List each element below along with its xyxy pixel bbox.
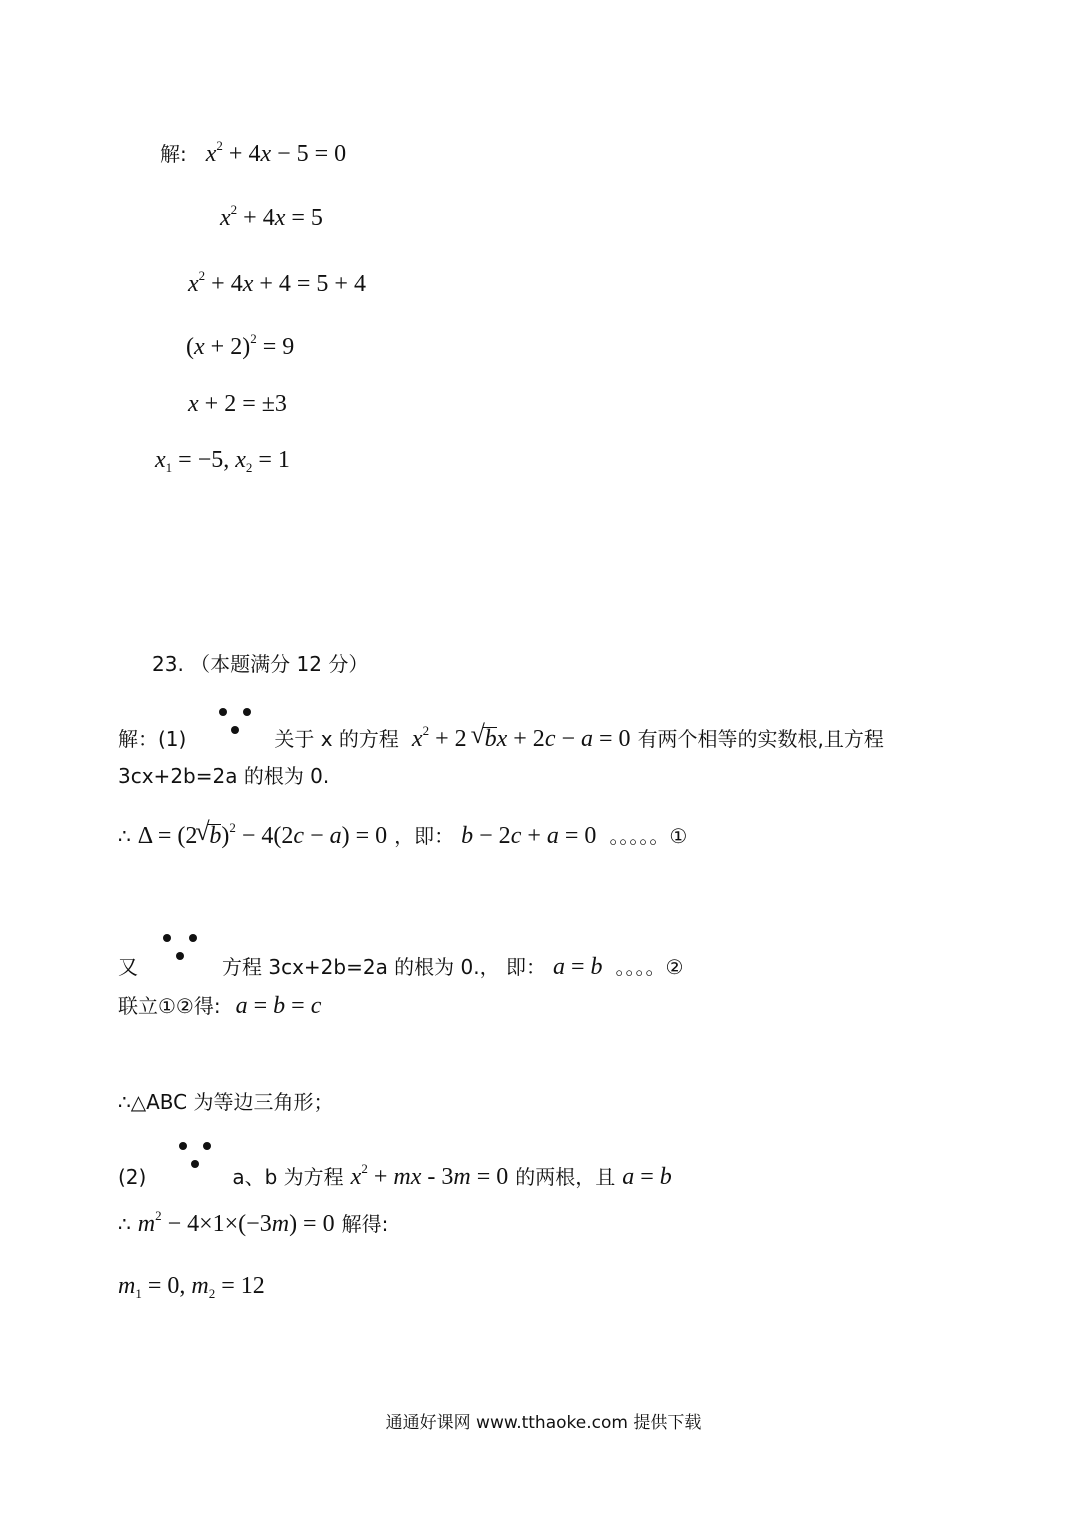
q23-roots-line [118, 1272, 265, 1301]
equation: x + 2 = ±3 [188, 391, 287, 417]
equation: $(x + 2)^2 = 9$ [186, 331, 295, 360]
q23-part1-line1 [118, 716, 884, 754]
equation: a = b [552, 954, 603, 980]
sol22-line-6 [155, 446, 290, 475]
text: 的两根，且 [515, 1165, 616, 1189]
q23-part1-line2: 3cx+2b=2a 的根为 0. [118, 764, 330, 788]
q23-delta-line [118, 817, 688, 851]
q23-combine-line [118, 992, 321, 1021]
sol22-line-3 [188, 270, 366, 299]
equation: Δ = (2 √ b)$^2$ − 4(2c − a) = 0 [137, 817, 388, 849]
text: 关于 x 的方程 [274, 727, 399, 751]
part-label: (2) [118, 1165, 147, 1189]
equation: $x_1 = -5$, $x_2 = 1$ [155, 447, 290, 475]
equation: a = b = c [235, 993, 322, 1019]
because-symbol [155, 944, 201, 976]
text: 解得: [341, 1212, 389, 1236]
equation: $x^2 + 4x + 4 = 5 + 4$ [188, 268, 366, 297]
equation: $x^2 + 4x = 5$ [220, 202, 323, 231]
sol22-line-4 [186, 333, 294, 362]
text: 有两个相等的实数根,且方程 [637, 727, 884, 751]
q23-part2-line [118, 1154, 672, 1192]
marker: 。。。。。① [609, 824, 688, 848]
text: 联立①②得: [118, 994, 221, 1018]
part-label: 解：(1) [118, 727, 187, 751]
question-23-header: 23. （本题满分 12 分） [152, 652, 369, 676]
equation: b − 2c + a = 0 [461, 823, 597, 849]
sol22-line-2 [220, 204, 323, 233]
equation: $x^2 + 2$ √ bx + 2c − a = 0 [411, 720, 631, 752]
footer-watermark: 通通好课网 www.tthaoke.com 提供下载 [385, 1413, 702, 1433]
sol22-line-1 [160, 140, 346, 169]
text: ，即： [394, 824, 455, 848]
solution-label: 解: [160, 142, 187, 166]
equation: $x^2 + 4x - 5 = 0$ [205, 138, 347, 167]
q23-conclusion: ∴△ABC 为等边三角形； [118, 1090, 334, 1114]
marker: 。。。。② [615, 955, 684, 979]
because-symbol [215, 716, 261, 748]
equation: $x^2$ + mx - 3m = 0 [350, 1161, 509, 1190]
text: 又 [118, 955, 138, 979]
equation: $m_1 = 0$, $m_2 = 12$ [118, 1273, 265, 1301]
therefore-symbol: ∴ [118, 1212, 131, 1236]
equation: a = b [622, 1164, 672, 1190]
sol22-line-5 [188, 390, 287, 419]
therefore-symbol: ∴ [118, 824, 131, 848]
equation: $m^2 - 4\times 1\times(-3m) = 0$ [137, 1208, 335, 1237]
because-symbol [169, 1154, 215, 1186]
text: a、b 为方程 [232, 1165, 344, 1189]
q23-also-line [118, 944, 683, 982]
text: 方程 3cx+2b=2a 的根为 0.， 即： [222, 955, 546, 979]
q23-discriminant-line [118, 1210, 388, 1239]
